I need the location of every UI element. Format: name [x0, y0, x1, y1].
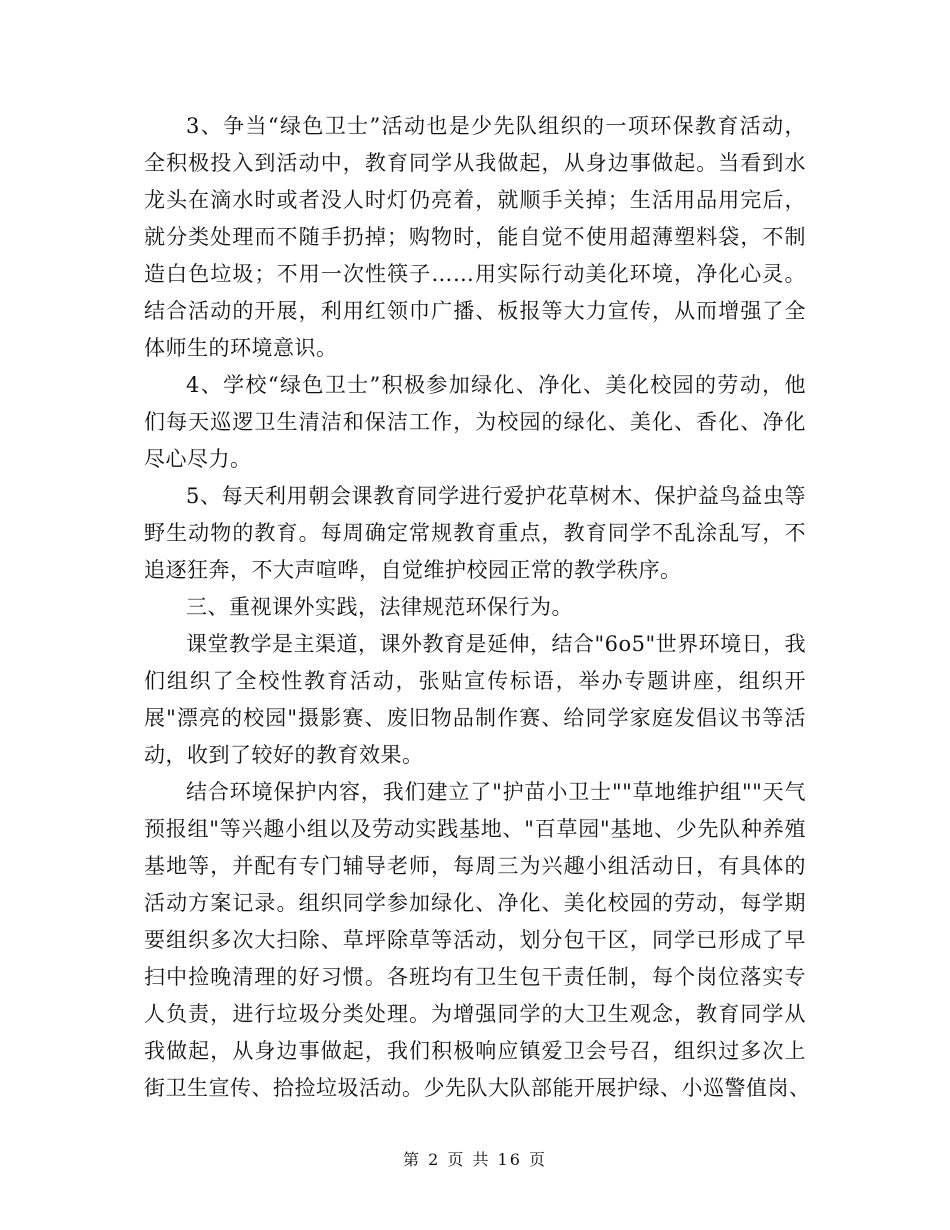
text-line: 追逐狂奔，不大声喧哗，自觉维护校园正常的教学秩序。: [144, 558, 682, 582]
document-body: [144, 108, 811, 1107]
text-line: 全积极投入到活动中，教育同学从我做起，从身边事做起。当看到水: [144, 151, 806, 175]
text-line: 3、争当“绿色卫士”活动也是少先队组织的一项环保教育活动，: [186, 114, 806, 138]
text-line: 就分类处理而不随手扔掉；购物时，能自觉不使用超薄塑料袋，不制: [144, 225, 806, 249]
text-line: 课堂教学是主渠道，课外教育是延伸，结合"6o5"世界环境日，我: [186, 632, 807, 656]
paragraph: [144, 108, 806, 367]
text-line: 尽心尽力。: [144, 447, 252, 471]
text-line: 们每天巡逻卫生清洁和保洁工作，为校园的绿化、美化、香化、净化: [144, 410, 806, 434]
text-line: 动，收到了较好的教育效果。: [144, 743, 424, 767]
text-line: 扫中捡晚清理的好习惯。各班均有卫生包干责任制，每个岗位落实专: [144, 965, 806, 989]
text-line: 5、每天利用朝会课教育同学进行爱护花草树木、保护益鸟益虫等: [186, 484, 806, 508]
text-line: 展"漂亮的校园"摄影赛、废旧物品制作赛、给同学家庭发倡议书等活: [144, 706, 806, 730]
text-line: 基地等，并配有专门辅导老师，每周三为兴趣小组活动日，有具体的: [144, 854, 806, 878]
text-line: 我做起，从身边事做起，我们积极响应镇爱卫会号召，组织过多次上: [144, 1039, 806, 1063]
page-footer: 第 2 页 共 16 页: [403, 1150, 547, 1169]
text-line: 结合环境保护内容，我们建立了"护苗小卫士""草地维护组""天气: [186, 780, 806, 804]
text-line: 街卫生宣传、拾捡垃圾活动。少先队大队部能开展护绿、小巡警值岗、: [144, 1076, 811, 1100]
text-line: 结合活动的开展，利用红领巾广播、板报等大力宣传，从而增强了全: [144, 299, 806, 323]
text-line: 活动方案记录。组织同学参加绿化、净化、美化校园的劳动，每学期: [144, 891, 806, 915]
text-line: 预报组"等兴趣小组以及劳动实践基地、"百草园"基地、少先队种养殖: [144, 817, 806, 841]
text-line: 三、重视课外实践，法律规范环保行为。: [186, 595, 573, 619]
text-line: 野生动物的教育。每周确定常规教育重点，教育同学不乱涂乱写，不: [144, 521, 806, 545]
paragraph: [144, 367, 806, 478]
paragraph: [144, 478, 806, 589]
text-line: 造白色垃圾；不用一次性筷子……用实际行动美化环境，净化心灵。: [144, 262, 806, 286]
text-line: 体师生的环境意识。: [144, 336, 338, 360]
text-line: 人负责，进行垃圾分类处理。为增强同学的大卫生观念，教育同学从: [144, 1002, 806, 1026]
paragraph: [144, 589, 806, 626]
text-line: 们组织了全校性教育活动，张贴宣传标语，举办专题讲座，组织开: [144, 669, 806, 693]
text-line: 要组织多次大扫除、草坪除草等活动，划分包干区，同学已形成了早: [144, 928, 806, 952]
paragraph: [144, 626, 806, 774]
text-line: 龙头在滴水时或者没人时灯仍亮着，就顺手关掉；生活用品用完后，: [144, 188, 806, 212]
text-line: 4、学校“绿色卫士”积极参加绿化、净化、美化校园的劳动，他: [186, 373, 806, 397]
paragraph: [144, 774, 811, 1107]
